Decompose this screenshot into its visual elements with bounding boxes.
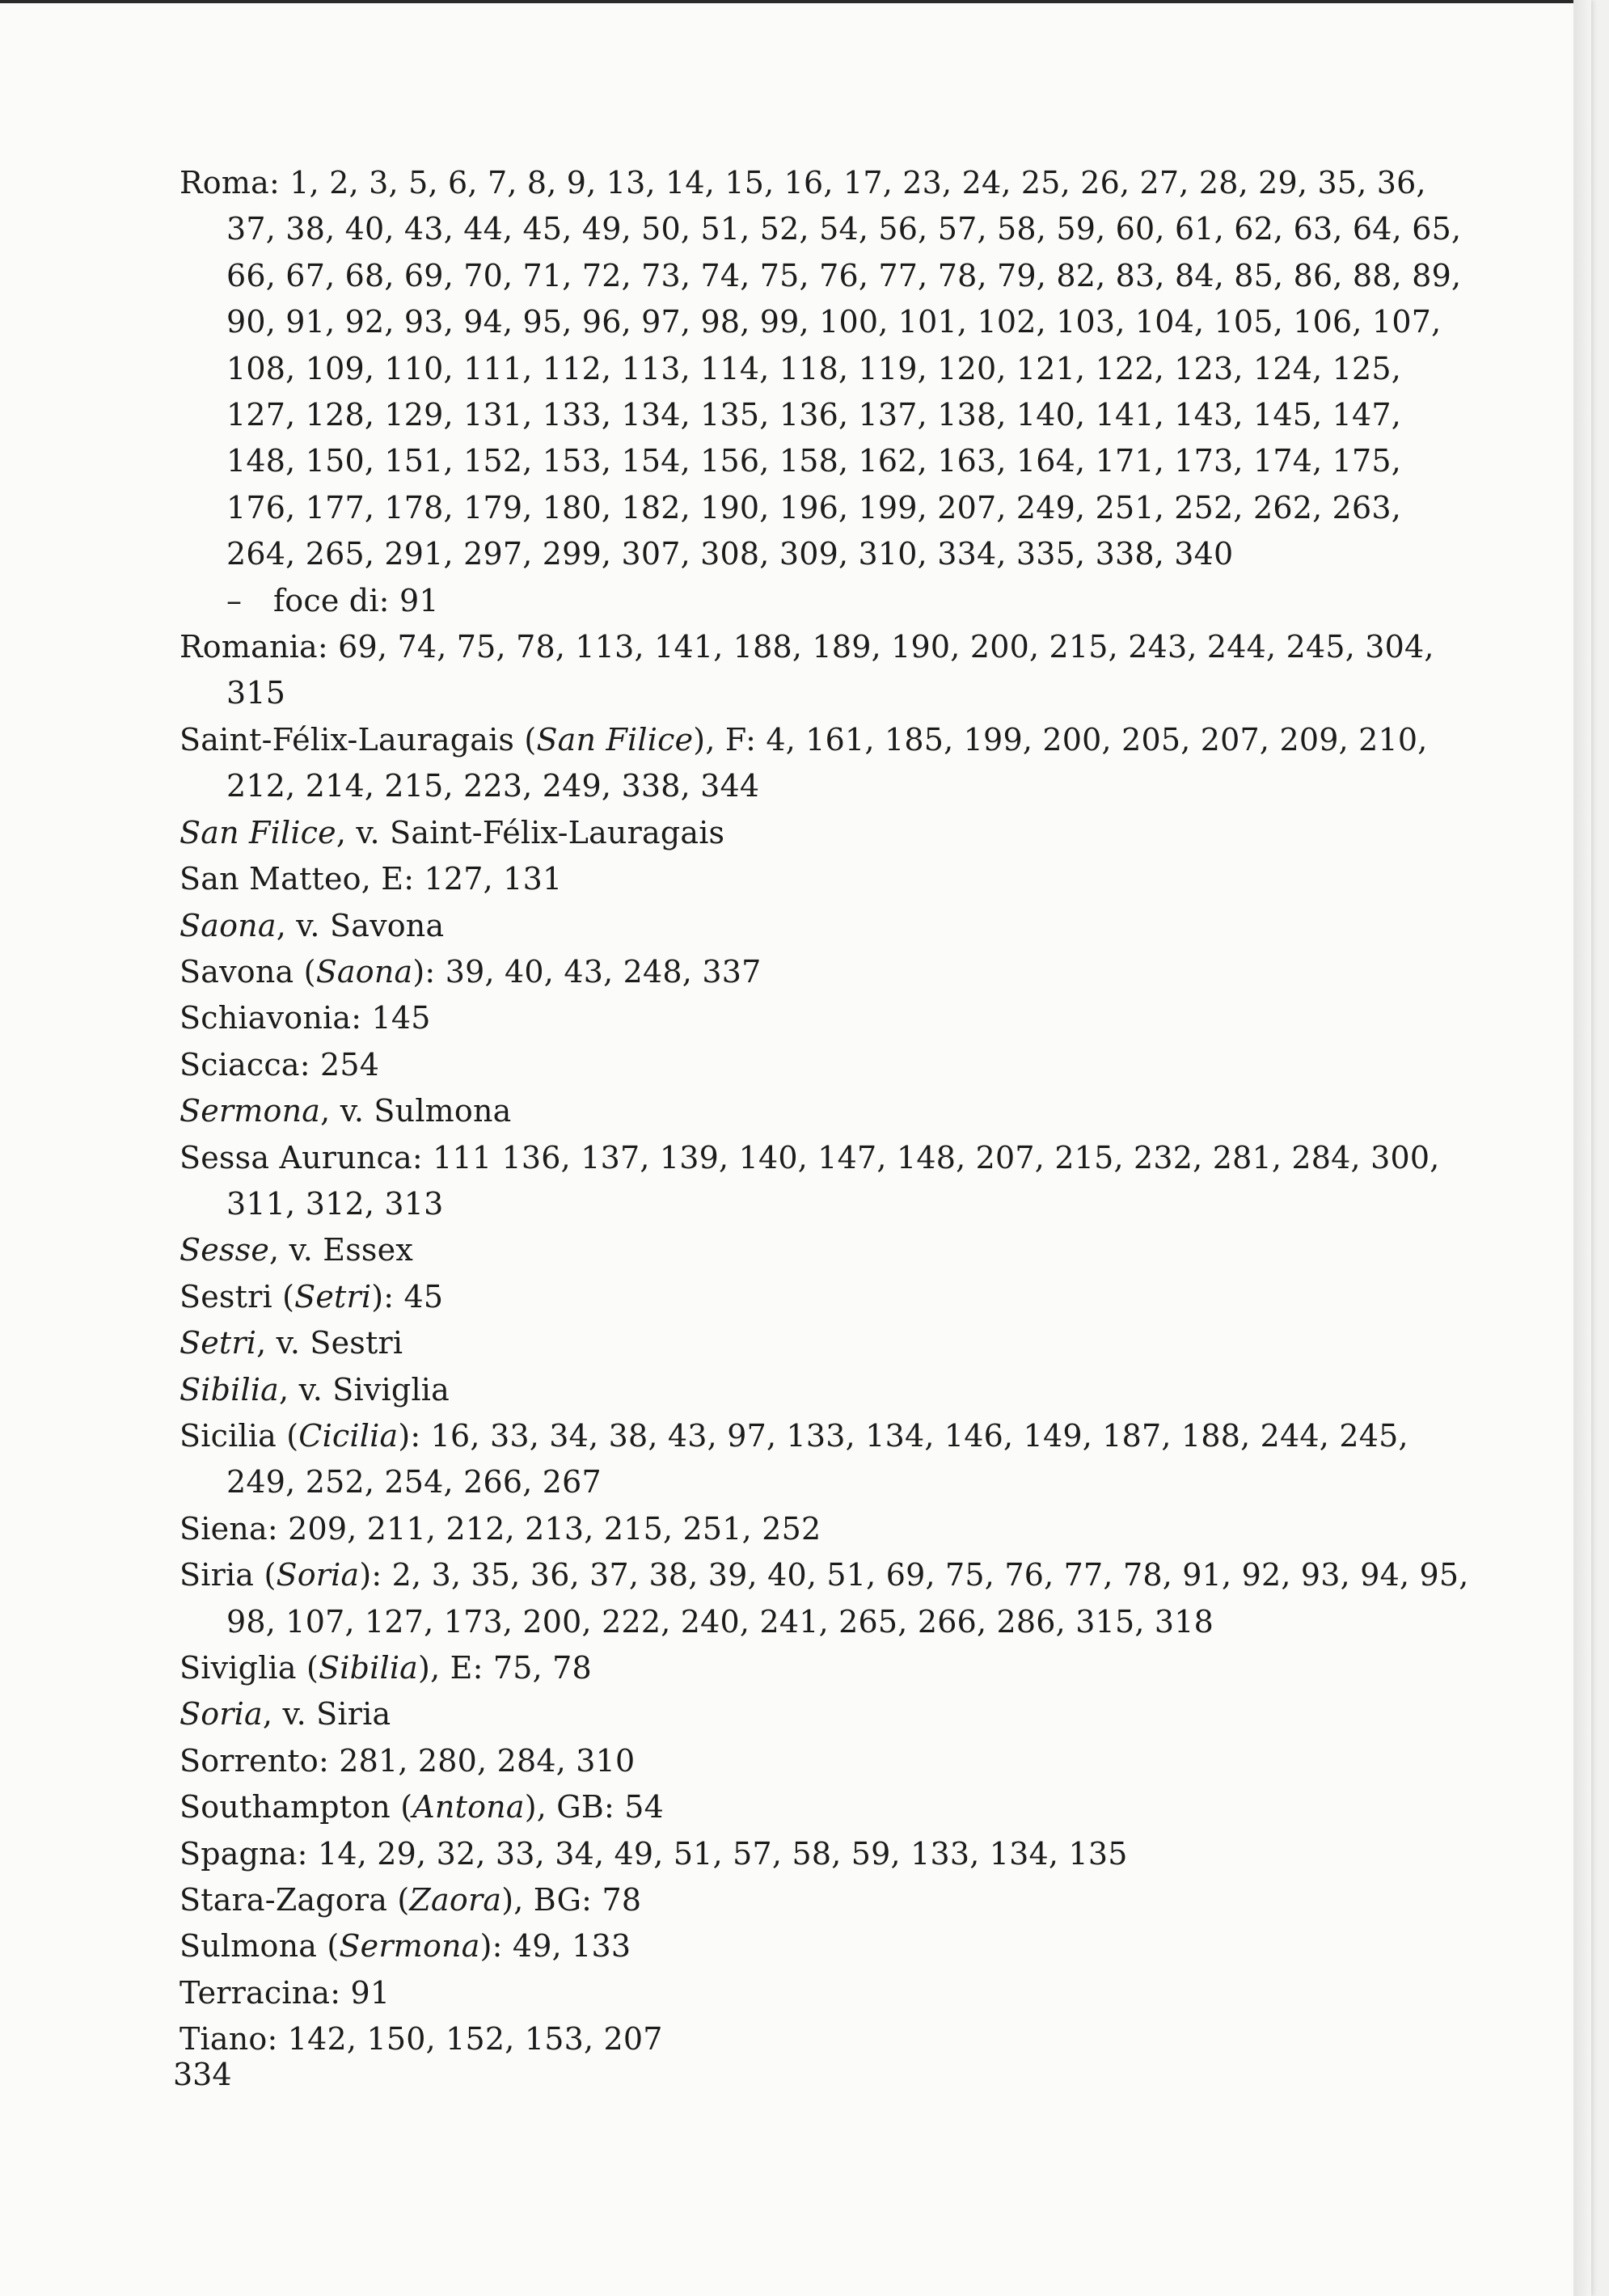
entry-head: Setri [179,1325,257,1361]
scan-top-edge [0,0,1591,3]
index-entry-terracina [179,1970,1473,2016]
entry-head: San Matteo [179,861,361,897]
subentry-dash: – [226,582,243,618]
entry-head: Sibilia [179,1371,280,1408]
entry-head: Siena [179,1510,268,1547]
entry-locators: ), F: 4, 161, 185, 199, 200, 205, 207, 209, 210, 212, 214, 215, 223, 249, 338, 344 [226,721,1428,804]
entry-variant: Setri [294,1278,372,1315]
entry-head: Schiavonia [179,1000,352,1036]
entry-locators: : 209, 211, 212, 213, 215, 251, 252 [267,1510,821,1547]
index-entry-sestri: Sestri (Setri): 45 [179,1278,444,1315]
index-entry-siviglia: Siviglia (Sibilia), E: 75, 78 [179,1650,592,1686]
index-subentry-foce-di [179,578,1473,624]
index-entry-savona: Savona (Saona): 39, 40, 43, 248, 337 [179,953,762,990]
entry-locators: : 91 [330,1974,391,2011]
index-entry-sicilia: Sicilia (Cicilia): 16, 33, 34, 38, 43, 97, 133, 134, 146, 149, 187, 188, 244, 245, 249, 252, 254, 266, 267 [179,1417,1408,1500]
entry-cross-reference: , v. Sulmona [320,1093,512,1129]
entry-head: Sulmona [179,1928,318,1965]
entry-locators: ), E: 75, 78 [418,1650,592,1686]
entry-cross-reference: , v. Siria [262,1696,391,1733]
index-entry-san-filice [179,810,1473,856]
subentry-text: foce di: 91 [273,582,439,618]
index-entry-sulmona: Sulmona (Sermona): 49, 133 [179,1928,631,1965]
entry-locators: : 142, 150, 152, 153, 207 [267,2021,663,2058]
entry-locators: , E: 127, 131 [361,861,563,897]
index-entry-siena [179,1506,1473,1552]
entry-head: Siviglia [179,1650,297,1686]
index-entry-sciacca [179,1042,1473,1088]
entry-cross-reference: , v. Siviglia [279,1371,450,1408]
entry-locators: : 69, 74, 75, 78, 113, 141, 188, 189, 190, 200, 215, 243, 244, 245, 304, 315 [226,629,1434,711]
index-entry-stara-zagora: Stara-Zagora (Zaora), BG: 78 [179,1882,642,1918]
entry-head: Sermona [179,1093,321,1129]
index-entry-southampton: Southampton (Antona), GB: 54 [179,1789,664,1825]
entry-variant: Sermona [339,1928,480,1965]
entry-cross-reference: , v. Essex [269,1232,413,1268]
index-entry-sesse [179,1227,1473,1273]
index-entry-spagna [179,1831,1473,1877]
entry-head: Terracina [179,1974,331,2011]
entry-cross-reference: , v. Saint-Félix-Lauragais [336,814,725,850]
entry-head: Tiano [179,2021,268,2058]
entry-locators: : 254 [299,1046,380,1083]
page-edge-shadow [1573,0,1591,2296]
entry-head: Southampton [179,1789,391,1825]
entry-head: Stara-Zagora [179,1882,388,1918]
index-entry-setri [179,1320,1473,1366]
entry-variant: Antona [412,1789,525,1825]
index-entry-tiano [179,2016,1473,2062]
entry-locators: ): 39, 40, 43, 248, 337 [412,953,762,990]
index-entry-sessa-aurunca [179,1135,1473,1228]
page-number: 334 [173,2057,232,2092]
entry-head: Savona [179,953,294,990]
entry-locators: ): 2, 3, 35, 36, 37, 38, 39, 40, 51, 69, 75, 76, 77, 78, 91, 92, 93, 94, 95, 98, 107, 127, 173, 200, 222, 240, 241, 265, 266, 286, 315, 318 [226,1557,1469,1640]
entry-head: Sestri [179,1278,272,1315]
entry-locators: ), BG: 78 [501,1882,642,1918]
entry-locators: ): 49, 133 [479,1928,631,1965]
index-entry-sorrento [179,1738,1473,1784]
entry-head: Sesse [179,1232,270,1268]
entry-locators: : 14, 29, 32, 33, 34, 49, 51, 57, 58, 59, 133, 134, 135 [297,1835,1128,1872]
entry-head: San Filice [179,814,336,850]
index-entry-san-matteo [179,856,1473,902]
entry-variant: Zaora [409,1882,502,1918]
entry-locators: : 281, 280, 284, 310 [318,1742,636,1779]
entry-variant: Cicilia [298,1417,399,1454]
entry-locators: : 1, 2, 3, 5, 6, 7, 8, 9, 13, 14, 15, 16, 17, 23, 24, 25, 26, 27, 28, 29, 35, 36, 37, 38, 40, 43, 44, 45, 49, 50, 51, 52, 54, 56, 57, 58, 59, 60, 61, 62, 63, 64, 65, 66, 67, 68, 69, 70, 71, 72, 73, 74, 75, 76, 77, 78, 79, 82, 83, 84, 85, 86, 88, 89, 90, 91, 92, 93, 94, 95, 96, 97, 98, 99, 100, 101, 102, 103, 104, 105, 106, 107, 108, 109, 110, 111, 112, 113, 114, 118, 119, 120, 121, 122, 123, 124, 125, 127, 128, 129, 131, 133, 134, 135, 136, 137, 138, 140, 141, 143, 145, 147, 148, 150, 151, 152, 153, 154, 156, 158, 162, 163, 164, 171, 173, 174, 175, 176, 177, 178, 179, 180, 182, 190, 196, 199, 207, 249, 251, 252, 262, 263, 264, 265, 291, 297, 299, 307, 308, 309, 310, 334, 335, 338, 340 [226,165,1462,572]
index-entry-soria [179,1691,1473,1737]
entry-head: Saona [179,907,277,943]
index-entry-sermona [179,1088,1473,1134]
entry-locators: : 111 136, 137, 139, 140, 147, 148, 207, 215, 232, 281, 284, 300, 311, 312, 313 [226,1139,1440,1222]
entry-locators: ): 16, 33, 34, 38, 43, 97, 133, 134, 146, 149, 187, 188, 244, 245, 249, 252, 254, 266, 267 [226,1417,1408,1500]
index-entry-romania [179,624,1473,717]
entry-locators: ): 45 [371,1278,444,1315]
entry-head: Soria [179,1696,263,1733]
index-entry-siria: Siria (Soria): 2, 3, 35, 36, 37, 38, 39, 40, 51, 69, 75, 76, 77, 78, 91, 92, 93, 94, 95, 98, 107, 127, 173, 200, 222, 240, 241, 265, 266, 286, 315, 318 [179,1557,1469,1640]
entry-head: Romania [179,629,318,665]
entry-head: Roma [179,165,269,200]
entry-head: Sicilia [179,1417,277,1454]
place-name-index [179,160,1473,2063]
entry-variant: Sibilia [319,1650,419,1686]
entry-head: Sessa Aurunca [179,1139,412,1175]
entry-variant: San Filice [536,721,694,758]
index-entry-saona [179,903,1473,949]
entry-cross-reference: , v. Savona [276,907,445,943]
index-entry-schiavonia [179,995,1473,1041]
entry-head: Sciacca [179,1046,300,1083]
entry-cross-reference: , v. Sestri [256,1325,403,1361]
entry-head: Siria [179,1557,255,1593]
entry-locators: : 145 [351,1000,431,1036]
entry-variant: Saona [315,953,413,990]
entry-head: Sorrento [179,1742,319,1779]
entry-variant: Soria [276,1557,360,1593]
index-entry-saint-felix-lauragais: Saint-Félix-Lauragais (San Filice), F: 4, 161, 185, 199, 200, 205, 207, 209, 210, 212, 214, 215, 223, 249, 338, 344 [179,721,1428,804]
entry-head: Spagna [179,1835,298,1872]
entry-head: Saint-Félix-Lauragais [179,721,515,758]
entry-locators: ), GB: 54 [524,1789,664,1825]
index-entry-roma [179,160,1473,578]
index-entry-sibilia [179,1367,1473,1413]
